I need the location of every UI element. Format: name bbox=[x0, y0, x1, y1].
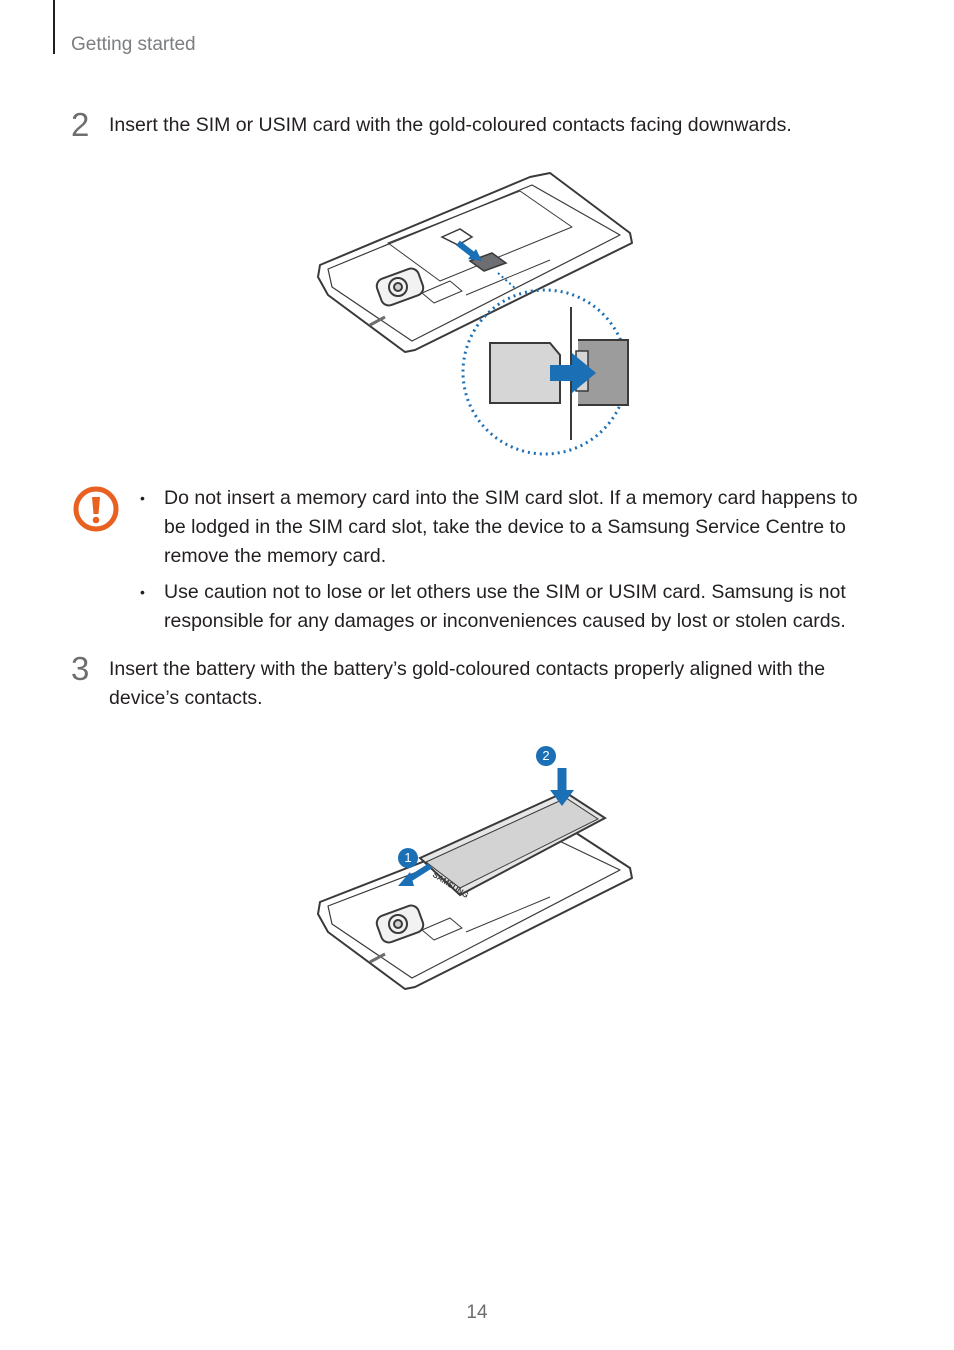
callout-2-label: 2 bbox=[542, 748, 550, 763]
battery-insertion-illustration bbox=[310, 740, 640, 995]
caution-item bbox=[140, 578, 870, 636]
bullet-icon: • bbox=[140, 584, 145, 600]
bullet-icon: • bbox=[140, 490, 145, 506]
page-number: 14 bbox=[466, 1302, 488, 1323]
callout-1-label: 1 bbox=[404, 850, 412, 865]
step-number: 3 bbox=[71, 650, 90, 687]
battery-brand-label: SAMSUNG bbox=[430, 870, 471, 900]
sim-insertion-illustration bbox=[310, 165, 640, 460]
caution-text: Do not insert a memory card into the SIM card slot. If a memory card happens to be lodged in the SIM card slot, take the device to a Samsung Service Centre to remove the memory card. bbox=[164, 487, 858, 567]
section-title: Getting started bbox=[71, 34, 196, 55]
caution-item bbox=[140, 484, 870, 571]
caution-text: Use caution not to lose or let others use the SIM or USIM card. Samsung is not responsible for any damages or inconveniences caused by lost or stolen cards. bbox=[164, 581, 846, 632]
step-number: 2 bbox=[71, 106, 90, 143]
step-text: Insert the battery with the battery’s gold-coloured contacts properly aligned with the device’s contacts. bbox=[109, 658, 826, 709]
header-edge-line bbox=[53, 0, 55, 54]
caution-list bbox=[140, 484, 870, 643]
caution-icon bbox=[73, 486, 119, 532]
step-text: Insert the SIM or USIM card with the gold-coloured contacts facing downwards. bbox=[109, 114, 792, 136]
